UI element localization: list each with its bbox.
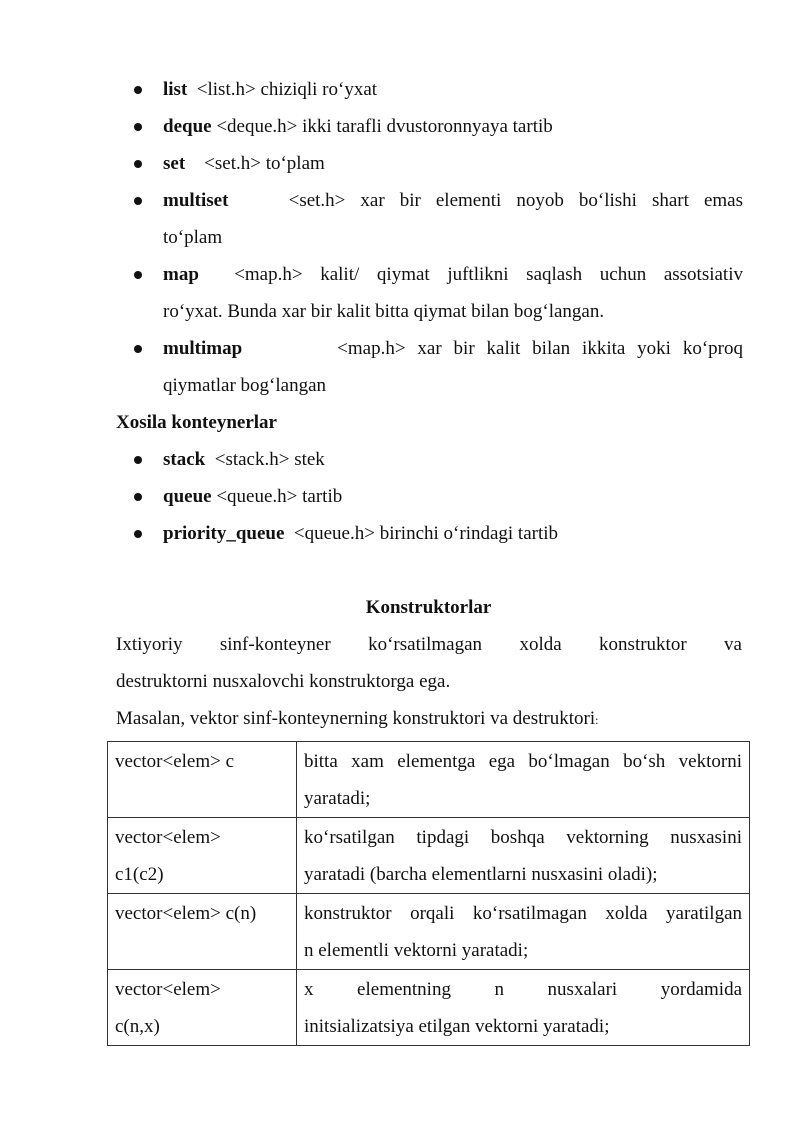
bullet-icon [134, 345, 142, 353]
container-name: multimap [163, 338, 243, 359]
table-cell-signature: vector<elem> c1(c2) [108, 818, 297, 894]
table-cell-signature: vector<elem> c(n) [108, 894, 297, 970]
bullet-icon [134, 456, 142, 464]
adaptor-desc: <stack.h> stek [205, 449, 325, 470]
container-desc: <deque.h> ikki tarafli dvustoronnyaya tartib [211, 116, 553, 137]
example-intro-colon: : [595, 713, 599, 727]
container-name: list [163, 79, 188, 100]
table-cell-description: ko‘rsatilgan tipdagi boshqa vektorning nusxasini yaratadi (barcha elementlarni nusxasini oladi); [297, 818, 750, 894]
bullet-icon [134, 160, 142, 168]
container-desc: <set.h> to‘plam [185, 153, 325, 174]
paragraph-line: destruktorni nusxalovchi konstruktorga ega. [116, 671, 451, 692]
container-desc-cont: qiymatlar bog‘langan [163, 375, 327, 396]
adaptor-name: queue [163, 486, 212, 507]
container-desc: <list.h> chiziqli ro‘yxat [187, 79, 378, 100]
paragraph-line: Ixtiyoriy sinf-konteyner ko‘rsatilmagan xolda konstruktor va [116, 634, 742, 655]
container-desc: <map.h> xar bir kalit bilan ikkita yoki ko‘proq [242, 338, 743, 359]
container-name: map [163, 264, 199, 285]
bullet-icon [134, 530, 142, 538]
section-title: Konstruktorlar [365, 597, 492, 618]
bullet-icon [134, 271, 142, 279]
container-name: multiset [163, 190, 229, 211]
container-name: set [163, 153, 186, 174]
bullet-icon [134, 493, 142, 501]
table-row [108, 818, 750, 894]
container-name: deque [163, 116, 212, 137]
adaptor-name: stack [163, 449, 206, 470]
example-intro [116, 700, 742, 739]
table-cell-signature: vector<elem> c [108, 742, 297, 818]
adaptors-heading: Xosila konteynerlar [116, 412, 277, 433]
bullet-icon [134, 197, 142, 205]
constructors-table [107, 741, 750, 1046]
container-desc-cont: to‘plam [163, 227, 223, 248]
adaptor-desc: <queue.h> tartib [211, 486, 343, 507]
table-row [108, 894, 750, 970]
table-cell-description: bitta xam elementga ega bo‘lmagan bo‘sh vektorni yaratadi; [297, 742, 750, 818]
container-desc: <map.h> kalit/ qiymat juftlikni saqlash uchun assotsiativ [198, 264, 743, 285]
container-desc: <set.h> xar bir elementi noyob bo‘lishi shart emas [228, 190, 743, 211]
bullet-icon [134, 86, 142, 94]
example-intro-text: Masalan, vektor sinf-konteynerning konstruktori va destruktori [116, 708, 596, 729]
table-cell-description: x elementning n nusxalari yordamida initsializatsiya etilgan vektorni yaratadi; [297, 970, 750, 1046]
intro-paragraph [116, 626, 742, 700]
adaptor-name: priority_queue [163, 523, 285, 544]
bullet-icon [134, 123, 142, 131]
table-cell-description: konstruktor orqali ko‘rsatilmagan xolda yaratilgan n elementli vektorni yaratadi; [297, 894, 750, 970]
container-desc-cont: ro‘yxat. Bunda xar bir kalit bitta qiymat bilan bog‘langan. [163, 301, 605, 322]
table-row [108, 742, 750, 818]
table-cell-signature: vector<elem> c(n,x) [108, 970, 297, 1046]
adaptor-desc: <queue.h> birinchi o‘rindagi tartib [284, 523, 559, 544]
table-row [108, 970, 750, 1046]
